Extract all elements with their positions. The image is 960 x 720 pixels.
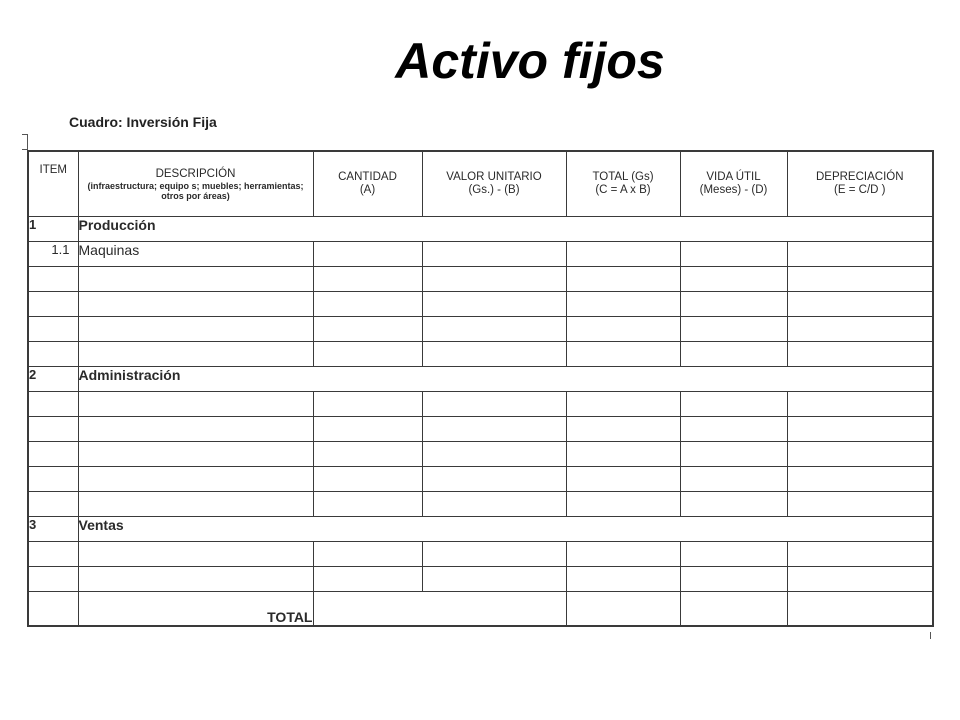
sub-item-number: 1.1 bbox=[28, 242, 78, 267]
table-cell bbox=[787, 492, 933, 517]
table-cell bbox=[78, 467, 313, 492]
table-cell bbox=[28, 267, 78, 292]
table-cell bbox=[28, 292, 78, 317]
table-row bbox=[28, 342, 933, 367]
table-cell bbox=[787, 467, 933, 492]
table-cell bbox=[680, 242, 787, 267]
table-cell bbox=[566, 492, 680, 517]
table-cell bbox=[680, 467, 787, 492]
table-cell bbox=[313, 467, 422, 492]
table-cell bbox=[28, 442, 78, 467]
table-cell bbox=[422, 392, 566, 417]
table-row bbox=[28, 392, 933, 417]
table-cell bbox=[28, 342, 78, 367]
table-cell bbox=[787, 317, 933, 342]
table-cell bbox=[313, 242, 422, 267]
table-cell bbox=[78, 442, 313, 467]
scan-bracket-mark bbox=[22, 134, 28, 150]
table-cell bbox=[422, 292, 566, 317]
table-cell bbox=[566, 442, 680, 467]
table-cell bbox=[566, 292, 680, 317]
table-cell bbox=[78, 417, 313, 442]
header-row bbox=[28, 151, 933, 217]
table-cell bbox=[78, 292, 313, 317]
table-cell bbox=[680, 292, 787, 317]
table-cell bbox=[313, 392, 422, 417]
table-cell bbox=[78, 267, 313, 292]
total-row bbox=[28, 592, 933, 627]
table-cell bbox=[28, 392, 78, 417]
table-cell bbox=[28, 542, 78, 567]
section-name: Administración bbox=[78, 367, 933, 392]
table-cell bbox=[422, 442, 566, 467]
table-row bbox=[28, 292, 933, 317]
section-name: Producción bbox=[78, 217, 933, 242]
table-row bbox=[28, 542, 933, 567]
section-row-produccion bbox=[28, 217, 933, 242]
table-row bbox=[28, 442, 933, 467]
table-cell bbox=[28, 567, 78, 592]
table-cell bbox=[422, 242, 566, 267]
table-cell bbox=[680, 567, 787, 592]
table-cell bbox=[78, 492, 313, 517]
table-cell bbox=[566, 567, 680, 592]
table-cell bbox=[566, 467, 680, 492]
table-cell bbox=[787, 417, 933, 442]
table-cell bbox=[422, 317, 566, 342]
table-cell bbox=[28, 592, 78, 627]
section-row-ventas bbox=[28, 517, 933, 542]
table-row bbox=[28, 492, 933, 517]
header-item: ITEM bbox=[28, 151, 78, 217]
table-cell bbox=[422, 342, 566, 367]
table-cell bbox=[313, 492, 422, 517]
slide-title: Activo fijos bbox=[395, 33, 665, 89]
table-cell bbox=[78, 317, 313, 342]
header-valor-unitario: VALOR UNITARIO (Gs.) - (B) bbox=[422, 151, 566, 217]
table-cell bbox=[787, 342, 933, 367]
table-cell bbox=[680, 317, 787, 342]
table-cell bbox=[422, 267, 566, 292]
table-cell bbox=[566, 392, 680, 417]
table-cell bbox=[422, 417, 566, 442]
header-descripcion-sub: (infraestructura; equipo s; muebles; herramientas; otros por áreas) bbox=[87, 180, 304, 201]
table-cell bbox=[680, 342, 787, 367]
table-cell bbox=[313, 542, 422, 567]
table-cell bbox=[680, 267, 787, 292]
table-cell bbox=[680, 492, 787, 517]
table-cell bbox=[680, 542, 787, 567]
table-cell bbox=[313, 267, 422, 292]
table-cell bbox=[566, 417, 680, 442]
table-cell bbox=[313, 317, 422, 342]
scan-tick-mark bbox=[930, 632, 931, 639]
table-cell bbox=[680, 392, 787, 417]
table-cell bbox=[566, 242, 680, 267]
header-descripcion: DESCRIPCIÓN (infraestructura; equipo s; muebles; herramientas; otros por áreas) bbox=[78, 151, 313, 217]
inversion-fija-table bbox=[27, 150, 934, 627]
total-label: TOTAL bbox=[78, 592, 313, 627]
header-total: TOTAL (Gs) (C = A x B) bbox=[566, 151, 680, 217]
table-row bbox=[28, 267, 933, 292]
total-vida-util-cell bbox=[680, 592, 787, 627]
table-cell bbox=[787, 442, 933, 467]
table-cell bbox=[566, 267, 680, 292]
table-cell bbox=[680, 417, 787, 442]
table-caption: Cuadro: Inversión Fija bbox=[69, 114, 217, 130]
total-gs-cell bbox=[566, 592, 680, 627]
table-cell bbox=[78, 342, 313, 367]
table-cell bbox=[422, 492, 566, 517]
table-row bbox=[28, 317, 933, 342]
header-depreciacion: DEPRECIACIÓN (E = C/D ) bbox=[787, 151, 933, 217]
table-cell bbox=[422, 467, 566, 492]
header-cantidad: CANTIDAD (A) bbox=[313, 151, 422, 217]
table-cell bbox=[28, 417, 78, 442]
table-cell bbox=[787, 567, 933, 592]
section-number: 3 bbox=[28, 517, 78, 542]
table-cell bbox=[28, 467, 78, 492]
section-number: 1 bbox=[28, 217, 78, 242]
table-cell bbox=[422, 567, 566, 592]
section-row-administracion bbox=[28, 367, 933, 392]
table-cell bbox=[313, 567, 422, 592]
total-depreciacion-cell bbox=[787, 592, 933, 627]
table-row bbox=[28, 417, 933, 442]
table-cell bbox=[566, 342, 680, 367]
table-cell bbox=[787, 392, 933, 417]
table-cell bbox=[78, 567, 313, 592]
table-cell bbox=[566, 542, 680, 567]
header-vida-util: VIDA ÚTIL (Meses) - (D) bbox=[680, 151, 787, 217]
table-row bbox=[28, 242, 933, 267]
table-cell bbox=[78, 392, 313, 417]
table-cell bbox=[422, 542, 566, 567]
table-cell bbox=[566, 317, 680, 342]
table-cell bbox=[680, 442, 787, 467]
section-name: Ventas bbox=[78, 517, 933, 542]
table-cell bbox=[787, 267, 933, 292]
table-row bbox=[28, 467, 933, 492]
table-row bbox=[28, 567, 933, 592]
table-cell bbox=[313, 442, 422, 467]
table-cell bbox=[78, 542, 313, 567]
table-cell bbox=[787, 242, 933, 267]
table-cell bbox=[28, 317, 78, 342]
table-cell bbox=[787, 542, 933, 567]
table-cell bbox=[313, 292, 422, 317]
table-cell bbox=[28, 492, 78, 517]
sub-item-name: Maquinas bbox=[78, 242, 313, 267]
table-cell bbox=[313, 417, 422, 442]
total-cantidad-valor-cell bbox=[313, 592, 566, 627]
section-number: 2 bbox=[28, 367, 78, 392]
table-cell bbox=[787, 292, 933, 317]
table-cell bbox=[313, 342, 422, 367]
